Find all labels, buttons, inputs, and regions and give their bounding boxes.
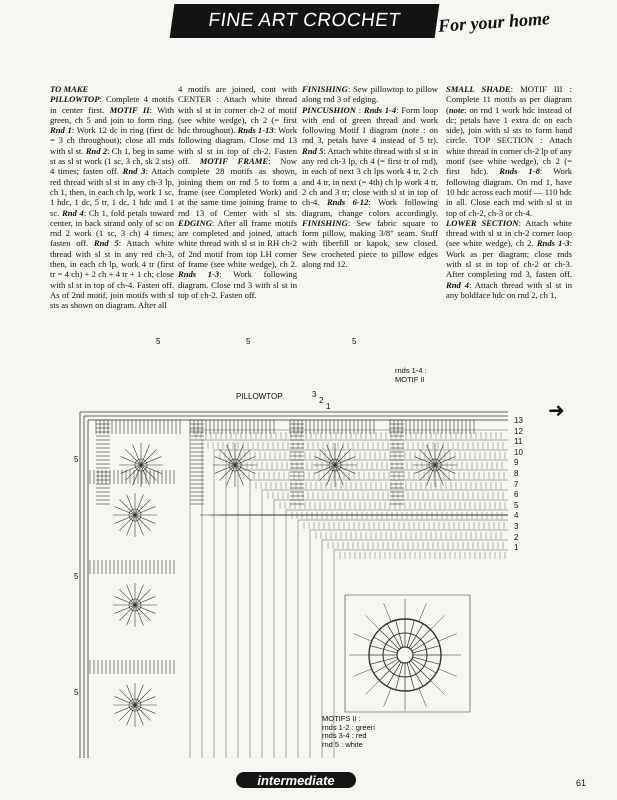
round-number: 2 (514, 532, 519, 542)
stitch-line (370, 657, 397, 664)
instruction-text: : on rnd 1 work hdc instead of dc; petals have 1 extra dc on each side), join with sl sts to form band circle. TOP SECTION : Attach white thread in corner ch-2 lp of any motif (see white wedge), ch 2 (= first hdc). (446, 104, 572, 177)
rnd-label: Rnds 1-3 (178, 269, 220, 280)
instruction-text: : Work as per diagram; close rnds with sl st in top of ch-2 or ch-3. After completing rnd 3, fasten off. (446, 238, 572, 280)
stitch-line (219, 449, 235, 465)
stitch-line (365, 680, 379, 694)
edging-label: EDGING (178, 217, 212, 228)
stitch-line (435, 465, 451, 481)
round-number: 7 (514, 479, 519, 489)
stitch-line (384, 603, 392, 621)
section-heading: TO MAKE (50, 84, 89, 94)
round-number: 1 (514, 543, 519, 553)
instruction-text: : Attach red thread with sl st in any ch-3 lp, ch 1, then, in each ch lp, work 1 sc, 1 hdc, 1 dc, 5 tr, 1 dc, 1 hdc and 1 sc. (50, 166, 174, 218)
instruction-text: : Work following diagram. Close rnd 13 with sl st in top of ch-2. Fasten off. (178, 125, 298, 167)
rnd-label: Rnd 5 (302, 145, 324, 156)
instruction-text: : Work 12 dc in ring (first dc = 3 ch throughout); close all rnds with sl st. (50, 125, 174, 156)
note-label: note (448, 104, 465, 115)
motif-label: MOTIF II (109, 104, 150, 115)
stitch-line (219, 465, 235, 481)
header-title: FINE ART CROCHET (207, 10, 403, 31)
header-tagline: For your home (437, 8, 551, 36)
stitch-line (135, 499, 151, 515)
round-five-label: 5 (74, 455, 79, 464)
round-number: 5 (514, 500, 519, 510)
instruction-text: : Work following diagram, change colors accordingly. (302, 197, 438, 218)
stitch-line (353, 634, 371, 642)
round-number: 3 (514, 522, 519, 531)
pincushion-label: PINCUSHION (302, 104, 356, 115)
finishing-label: FINISHING (302, 84, 348, 94)
pillowtop-heading: PILLOWTOP (50, 94, 100, 105)
stitch-line (319, 465, 335, 481)
rnd-label: Rnds 1-3 (536, 238, 570, 249)
motif-label: rnds 1-4 : MOTIF II (395, 366, 427, 384)
round-number: 4 (514, 511, 519, 521)
round-five-label: 5 (74, 572, 79, 581)
top-mark: 2 (319, 396, 324, 405)
stitch-line (370, 646, 397, 653)
instruction-text: : With green, ch 5 and join to form ring. (50, 104, 174, 125)
stitch-line (135, 705, 151, 721)
stitch-line (396, 663, 403, 690)
instruction-text: : Now complete 28 motifs as shown, joining them on rnd 5 to form a frame (see Completed Work) and at the same time joining frame to rnd 13 of Center with sl sts. (178, 156, 297, 218)
round-number: 12 (514, 426, 523, 436)
stitch-line (407, 663, 414, 690)
stitch-line (413, 646, 440, 653)
round-number: 8 (514, 469, 519, 478)
stitch-line (135, 589, 151, 605)
small-shade-label: SMALL SHADE (446, 84, 511, 94)
stitch-line (119, 589, 135, 605)
stitch-line (319, 449, 335, 465)
top-mark: 1 (326, 402, 331, 411)
stitch-line (135, 515, 151, 531)
stitch-line (235, 465, 251, 481)
instruction-text: : Ch 1, fold petals toward center, in back strand only of sc on rnd 2 work (1 sc, 3 ch) 4 times; fasten off. (50, 207, 174, 249)
continue-arrows-icon: ➜ (548, 398, 565, 422)
round-five-label: 5 (74, 688, 79, 697)
stitch-line (119, 605, 135, 621)
rnd-label: Rnd 1 (50, 125, 72, 136)
finishing-label: FINISHING (302, 217, 348, 228)
round-five-label: 5 (156, 337, 161, 346)
stitch-line (119, 515, 135, 531)
instruction-text: : Attach white thread with sl st in any red ch-3 lp, ch 4 (= first tr of rnd), in each of next 3 ch lps work 4 tr, 2 ch and 4 tr, in next (= 4th) ch lp work 4 tr, 2 ch and 3 tr; close with sl st in top of ch-4. (302, 145, 438, 208)
round-five-label: 5 (352, 337, 357, 346)
stitch-ring (397, 647, 413, 663)
round-five-label: 5 (246, 337, 251, 346)
rnd-label: Rnd 4 (62, 207, 84, 218)
round-number: 13 (514, 416, 523, 425)
instruction-text: : Attach thread with sl st in any boldface hdc on rnd 2, ch 1, (446, 279, 573, 300)
stitch-line (407, 620, 414, 647)
lower-section-label: LOWER SECTION (446, 217, 519, 228)
instruction-text: 4 motifs are joined, cont with CENTER : Attach white thread with sl st in corner ch-2 of motif (see white wedge), ch 2 (= first hdc throughout). (178, 84, 297, 136)
instruction-text: : Work following diagram. Close rnd 3 with sl st in top of ch-2. Fasten off. (178, 269, 297, 300)
instruction-text: : Attach white thread with sl st in any red ch-3, then, in each ch lp, work 4 tr (first tr = 4 ch) + 2 ch + 4 tr + 1 ch; close with sl st in top of ch-4. Fasten off. As of 2nd motif, join motifs with sl sts as shown on diagram. After all (50, 238, 174, 311)
stitch-line (141, 449, 157, 465)
rnd-label: Rnd 3 (122, 166, 146, 177)
rnd-label: Rnd 2 (85, 145, 108, 156)
stitch-line (419, 449, 435, 465)
stitch-line (125, 449, 141, 465)
stitch-line (135, 605, 151, 621)
rnd-label: Rnds 1-13 (237, 125, 274, 136)
rnd-label: Rnds 6-12 (326, 197, 369, 208)
difficulty-badge: intermediate (236, 772, 356, 788)
stitch-line (119, 499, 135, 515)
stitch-line (419, 688, 427, 706)
stitch-line (353, 669, 371, 677)
stitch-line (135, 689, 151, 705)
stitch-line (419, 603, 427, 621)
top-mark: 3 (312, 390, 317, 399)
round-number: 10 (514, 447, 523, 457)
instruction-text: : Complete 4 motifs in center first. (50, 94, 174, 115)
motif-frame-label: MOTIF FRAME (199, 156, 269, 167)
stitch-line (419, 465, 435, 481)
stitch-line (430, 615, 444, 629)
stitch-line (365, 615, 379, 629)
stitch-line (430, 680, 444, 694)
instruction-text: : Ch 1, beg in same st as sl st work (1 sc, 3 ch, sk 2 sts) 4 times; fasten off. (50, 145, 174, 177)
round-number: 9 (514, 458, 519, 468)
stitch-line (335, 449, 351, 465)
stitch-line (396, 620, 403, 647)
rnd-label: Rnd 5 (93, 238, 119, 249)
stitch-line (413, 657, 440, 664)
motif-legend: MOTIFS II : rnds 1-2 : green rnds 3-4 : red rnd 5 : white (322, 714, 375, 749)
stitch-line (438, 634, 456, 642)
instructions-column-3: FINISHING: Sew pillowtop to pillow along rnd 3 of edging. PINCUSHION : Rnds 1-4: Form loop with end of green thread and work following Motif I diagram (note : on rnd 3, petals have 4 instead of 5 tr). Rnd 5: Attach white thread with sl st in any red ch-3 lp, ch 4 (= first tr of rnd), in each of next 3 ch lps work 4 tr, 2 ch and 4 tr, in next (= 4th) ch lp work 4 tr, 2 ch and 3 tr; close with sl st in top of ch-4. Rnds 6-12: Work following diagram, change colors accordingly. FINISHING: Sew fabric square to form pillow, making 3/8" seam. Stuff with fiberfill or kapok, sew closed. Sew crocheted piece to pillow edges along rnd 12. (302, 84, 438, 270)
rnd-label: Rnds 1-4 (363, 104, 397, 115)
rnd-label: Rnds 1-8 (499, 166, 540, 177)
instruction-text: : MOTIF III : Complete 11 motifs as per diagram ( (446, 84, 572, 115)
instruction-text: : Sew fabric square to form pillow, making 3/8" seam. Stuff with fiberfill or kapok, sew closed. Sew crocheted piece to pillow edges along rnd 12. (302, 217, 438, 270)
instruction-text: : Work following diagram. On rnd 1, have 10 hdc across each motif — 110 hdc in all. Close each rnd with sl st in top of ch-2, ch-3 or ch-4. (446, 166, 572, 218)
stitch-line (119, 689, 135, 705)
round-number: 11 (514, 437, 523, 447)
instruction-text: : Attach white thread with sl st in ch-2 corner loop (see white wedge), ch 2. (446, 217, 572, 249)
page-number: 61 (576, 778, 587, 788)
stitch-line (125, 465, 141, 481)
instruction-text: : Form loop with end of green thread and work following Motif I diagram (note : on rnd 3, petals have 4 instead of 5 tr). (302, 104, 438, 146)
stitch-line (438, 669, 456, 677)
stitch-line (335, 465, 351, 481)
instruction-text: : Sew pillowtop to pillow along rnd 3 of edging. (302, 84, 438, 105)
instruction-text: : After all frame motifs are completed and joined, attach white thread with sl st in RH ch-2 of 2nd motif from top LH corner of frame (see white wedge), ch 2. (178, 217, 297, 270)
stitch-line (435, 449, 451, 465)
stitch-line (119, 705, 135, 721)
pillowtop-label: PILLOWTOP (236, 392, 283, 401)
round-number: 6 (514, 490, 519, 500)
stitch-line (384, 688, 392, 706)
rnd-label: Rnd 4 (446, 279, 469, 290)
stitch-line (235, 449, 251, 465)
